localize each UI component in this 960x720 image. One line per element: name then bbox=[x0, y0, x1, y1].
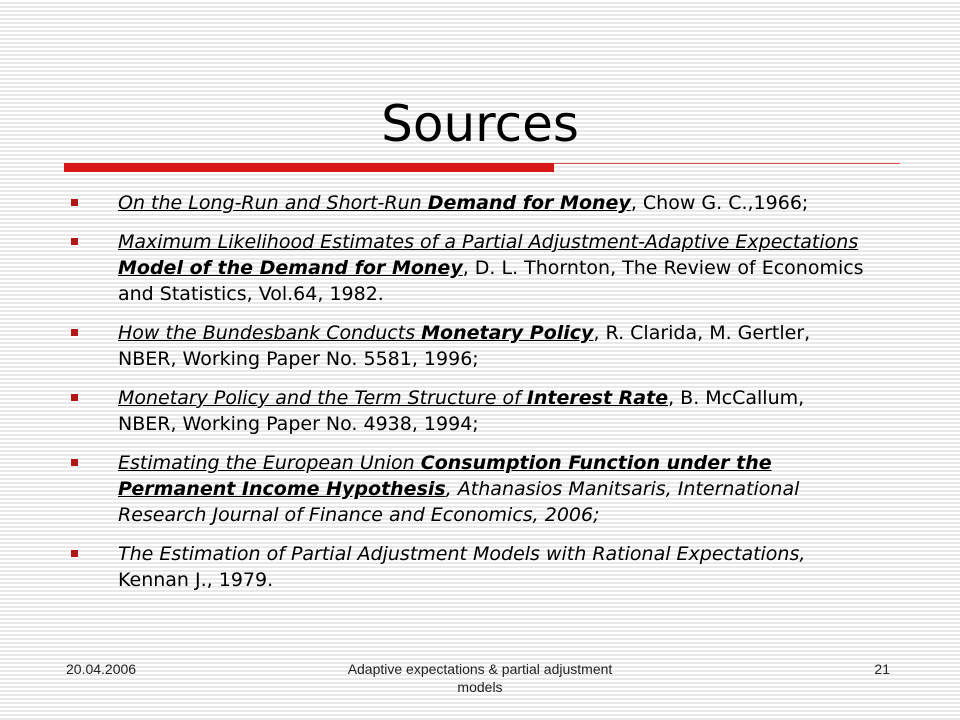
page-number: 21 bbox=[874, 661, 890, 677]
source-item bbox=[64, 450, 864, 528]
square-bullet-icon bbox=[71, 329, 78, 336]
source-separator: , bbox=[462, 257, 469, 279]
source-title: Estimating the European Union bbox=[118, 452, 421, 474]
slide-title: Sources bbox=[381, 95, 579, 153]
source-list bbox=[64, 190, 864, 606]
source-details: Chow G. C.,1966; bbox=[636, 192, 809, 214]
source-title-key-term: Interest Rate bbox=[526, 387, 669, 409]
source-details: Kennan J., 1979. bbox=[118, 569, 274, 591]
square-bullet-icon bbox=[71, 394, 78, 401]
source-title-key-term: Monetary Policy bbox=[421, 322, 594, 344]
source-title-key-term: Demand for Money bbox=[427, 192, 631, 214]
source-title-key-term: Consumption Function under the Permanent Income Hypothesis bbox=[118, 452, 772, 500]
source-title: On the Long-Run and Short-Run bbox=[118, 192, 428, 214]
source-separator: , bbox=[593, 322, 600, 344]
square-bullet-icon bbox=[71, 459, 78, 466]
square-bullet-icon bbox=[71, 550, 78, 557]
source-details: D. L. Thornton, The Review of Economics and Statistics, Vol.64, 1982. bbox=[118, 257, 864, 305]
source-item bbox=[64, 320, 864, 372]
source-separator: , bbox=[668, 387, 675, 409]
source-details: Athanasios Manitsaris, International Research Journal of Finance and Economics, 2006; bbox=[118, 478, 800, 526]
source-separator: , bbox=[445, 478, 452, 500]
source-details: R. Clarida, M. Gertler, NBER, Working Paper No. 5581, 1996; bbox=[118, 322, 811, 370]
source-link[interactable] bbox=[118, 192, 631, 214]
source-title: How the Bundesbank Conducts bbox=[118, 322, 422, 344]
square-bullet-icon bbox=[71, 199, 78, 206]
source-item bbox=[64, 190, 864, 216]
source-item bbox=[64, 229, 864, 307]
source-item bbox=[64, 541, 864, 593]
source-title: Monetary Policy and the Term Structure of bbox=[118, 387, 527, 409]
source-details: B. McCallum, NBER, Working Paper No. 4938, 1994; bbox=[118, 387, 805, 435]
footer-title: Adaptive expectations & partial adjustment models bbox=[347, 661, 613, 695]
source-title: Maximum Likelihood Estimates of a Partial Adjustment-Adaptive Expectations bbox=[118, 231, 859, 253]
square-bullet-icon bbox=[71, 238, 78, 245]
source-title: The Estimation of Partial Adjustment Models with Rational Expectations, bbox=[118, 543, 806, 565]
source-item bbox=[64, 385, 864, 437]
footer-date: 20.04.2006 bbox=[66, 661, 137, 677]
source-link[interactable] bbox=[118, 387, 668, 409]
source-title-key-term: Model of the Demand for Money bbox=[118, 257, 463, 279]
title-accent-bar bbox=[64, 163, 554, 172]
source-link[interactable] bbox=[118, 322, 593, 344]
source-separator: , bbox=[630, 192, 637, 214]
